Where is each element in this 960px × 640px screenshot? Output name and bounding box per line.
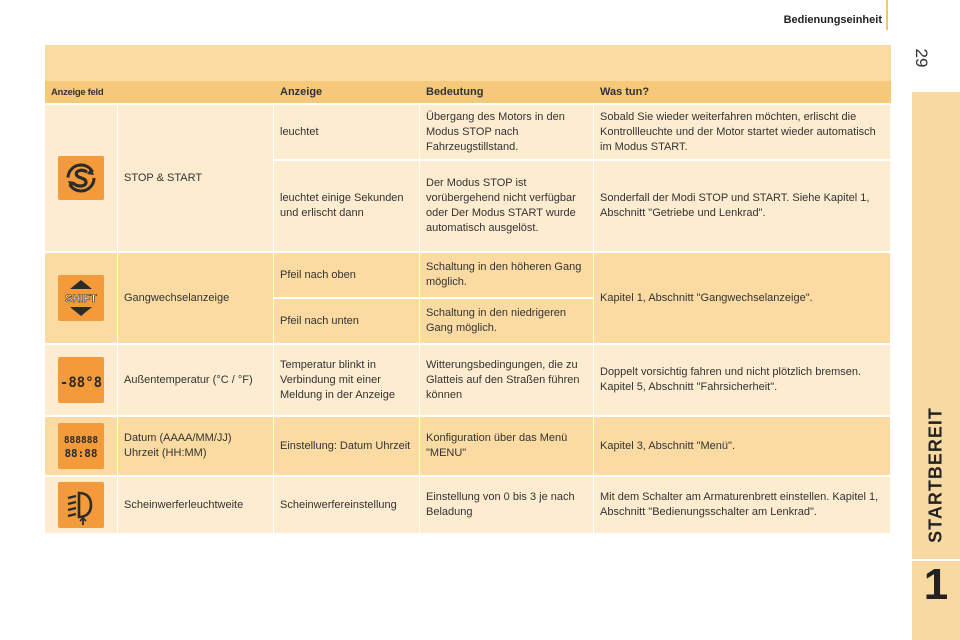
indicator-table — [45, 81, 891, 535]
table-row — [45, 345, 891, 417]
chapter-label — [912, 400, 960, 550]
indicator-meaning: Konfiguration über das Menü "MENU" — [420, 417, 594, 477]
temperature-display-icon — [58, 357, 104, 403]
indicator-name: Datum (AAAA/MM/JJ) Uhrzeit (HH:MM) — [118, 417, 274, 477]
indicator-meaning: Schaltung in den höheren Gang möglich. — [420, 253, 594, 299]
table-row — [45, 105, 891, 161]
indicator-action: Sobald Sie wieder weiterfahren möchten, erlischt die Kontrollleuchte und der Motor startet wieder automatisch im Modus START. — [594, 105, 891, 161]
indicator-action: Mit dem Schalter am Armaturenbrett einstellen. Kapitel 1, Abschnitt "Bedienungsschalter am Lenkrad". — [594, 477, 891, 535]
section-title: Bedienungseinheit — [783, 14, 882, 26]
col-header-anzeigefeld: Anzeige feld — [45, 81, 118, 105]
table-row — [45, 253, 891, 299]
header-rule — [886, 0, 888, 30]
indicator-display: Pfeil nach oben — [274, 253, 420, 299]
indicator-meaning: Der Modus STOP ist vorübergehend nicht verfügbar oder Der Modus START wurde automatisch ausgelöst. — [420, 161, 594, 253]
temperature-icon-text: -88°8 — [59, 375, 103, 391]
indicator-display: Pfeil nach unten — [274, 299, 420, 345]
icon-cell — [45, 417, 118, 477]
date-icon-text: 888888 — [63, 435, 99, 446]
indicator-display: leuchtet einige Sekunden und erlischt dann — [274, 161, 420, 253]
col-header-bedeutung: Bedeutung — [420, 81, 594, 105]
table-row — [45, 477, 891, 535]
stop-start-icon — [58, 156, 104, 200]
indicator-display: Einstellung: Datum Uhrzeit — [274, 417, 420, 477]
icon-cell — [45, 253, 118, 345]
chapter-number: 1 — [923, 560, 949, 609]
col-header-was-tun: Was tun? — [594, 81, 891, 105]
table-header-row — [45, 81, 891, 105]
col-header-anzeige: Anzeige — [274, 81, 420, 105]
chapter-side-tab — [912, 92, 960, 640]
indicator-action: Kapitel 3, Abschnitt "Menü". — [594, 417, 891, 477]
time-icon-text: 88:88 — [64, 447, 98, 460]
page-number: 29 — [912, 48, 931, 68]
indicator-name: STOP & START — [118, 105, 274, 253]
icon-cell — [45, 345, 118, 417]
date-time-display-icon — [58, 423, 104, 469]
headlamp-leveling-icon — [58, 482, 104, 528]
indicator-name: Scheinwerferleuchtweite — [118, 477, 274, 535]
indicator-name: Gangwechselanzeige — [118, 253, 274, 345]
indicator-display: leuchtet — [274, 105, 420, 161]
indicator-table-wrap — [45, 45, 891, 535]
col-header-name — [118, 81, 274, 105]
indicator-name: Außentemperatur (°C / °F) — [118, 345, 274, 417]
indicator-meaning: Witterungsbedingungen, die zu Glatteis auf den Straßen führen können — [420, 345, 594, 417]
indicator-action: Sonderfall der Modi STOP und START. Siehe Kapitel 1, Abschnitt "Getriebe und Lenkrad". — [594, 161, 891, 253]
table-top-band — [45, 45, 891, 81]
table-row — [45, 417, 891, 477]
indicator-display: Scheinwerfereinstellung — [274, 477, 420, 535]
shift-icon-text: SHIFT — [65, 293, 97, 305]
indicator-meaning: Übergang des Motors in den Modus STOP nach Fahrzeugstillstand. — [420, 105, 594, 161]
shift-icon — [58, 275, 104, 321]
indicator-meaning: Einstellung von 0 bis 3 je nach Beladung — [420, 477, 594, 535]
chapter-label-text: STARTBEREIT — [925, 407, 946, 543]
indicator-action: Kapitel 1, Abschnitt "Gangwechselanzeige". — [594, 253, 891, 345]
indicator-display: Temperatur blinkt in Verbindung mit einer Meldung in der Anzeige — [274, 345, 420, 417]
indicator-action: Doppelt vorsichtig fahren und nicht plötzlich bremsen. Kapitel 5, Abschnitt "Fahrsicherheit". — [594, 345, 891, 417]
indicator-meaning: Schaltung in den niedrigeren Gang möglich. — [420, 299, 594, 345]
icon-cell — [45, 105, 118, 253]
icon-cell — [45, 477, 118, 535]
